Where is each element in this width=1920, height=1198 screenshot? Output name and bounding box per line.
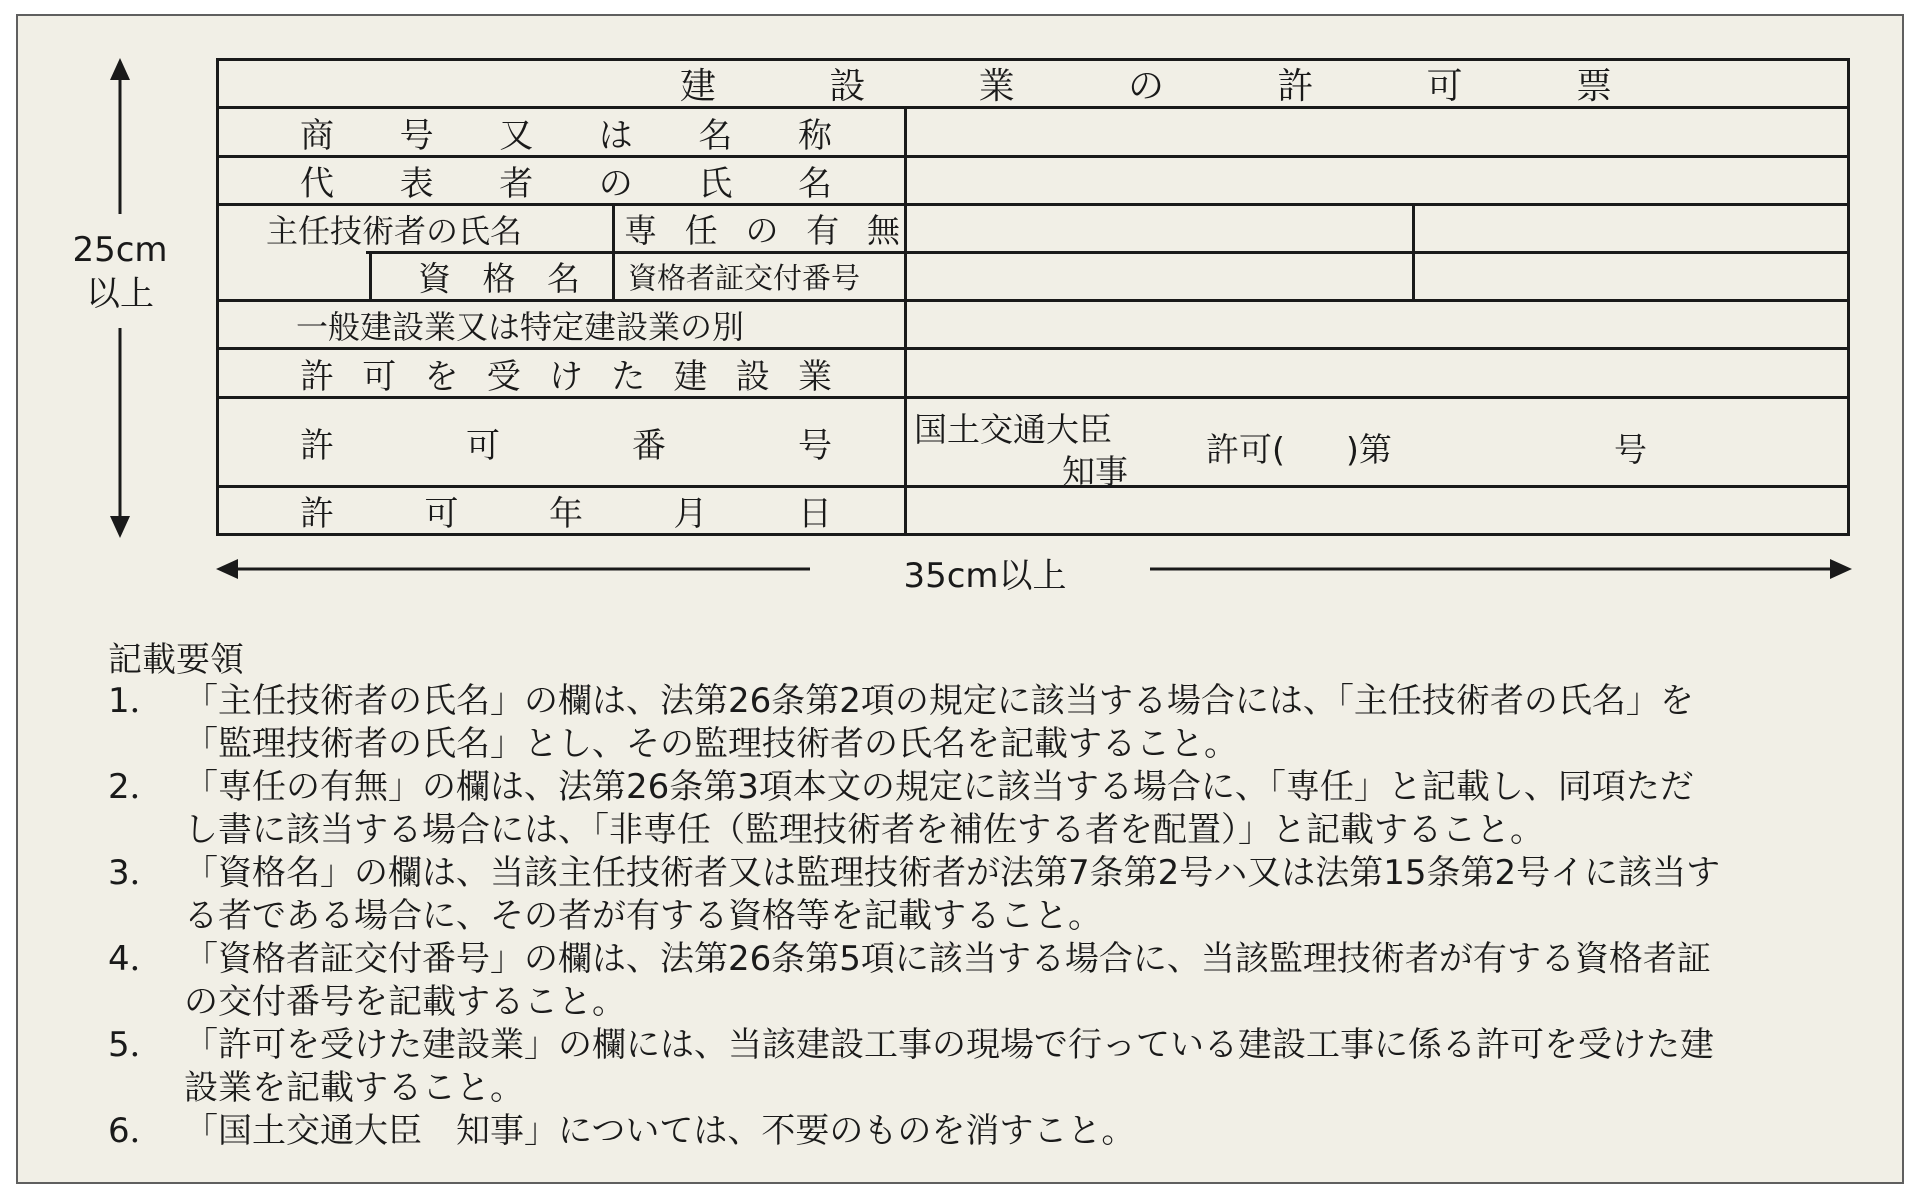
note-number	[108, 809, 184, 852]
label-char: 無	[867, 211, 900, 250]
note-number: 2．	[108, 767, 164, 807]
label-char: 専	[624, 211, 657, 250]
label-char: 名	[698, 115, 733, 156]
label-char: 票	[1575, 66, 1612, 107]
permit-sign-table	[216, 58, 1850, 536]
label-char: 商	[300, 115, 334, 156]
label-general-or-specific: 一般建設業又は特定建設業の別	[296, 307, 745, 346]
label-char: の	[598, 164, 633, 204]
label-cert-number: 資格者証交付番号	[628, 261, 861, 295]
label-char: 格	[482, 259, 516, 298]
notes-heading: 記載要領	[108, 640, 244, 680]
label-char: 氏	[698, 164, 733, 204]
note-text: 「専任の有無」の欄は、法第26条第3項本文の規定に該当する場合に、「専任」と記載し、同項ただ	[184, 767, 1694, 807]
label-char: 番	[632, 425, 666, 466]
note-text: 設業を記載すること。	[184, 1068, 524, 1108]
label-char: 可	[1426, 66, 1463, 107]
width-label: 35cm以上	[903, 556, 1067, 596]
governor-text: 知事	[1062, 452, 1128, 491]
label-char: 許	[300, 425, 334, 466]
label-char: 可	[362, 356, 397, 397]
label-full-time	[620, 206, 904, 251]
label-char: 可	[424, 494, 459, 534]
label-char: 業	[798, 356, 832, 397]
label-char: 年	[549, 494, 583, 534]
note-text: 「主任技術者の氏名」の欄は、法第26条第2項の規定に該当する場合には、「主任技術者の氏名」を	[184, 681, 1694, 721]
note-number: 3．	[108, 853, 164, 893]
label-char: け	[549, 356, 583, 397]
note-line	[108, 938, 1824, 981]
label-char: 日	[798, 494, 832, 534]
label-char: は	[598, 115, 633, 156]
note-line	[108, 680, 1824, 723]
label-char: 又	[499, 115, 534, 156]
label-qualification	[414, 254, 584, 299]
notes-list	[108, 680, 1824, 1153]
label-char: 資	[418, 259, 451, 298]
label-char: 設	[735, 356, 770, 397]
note-line	[108, 1067, 1824, 1110]
label-char: 名	[797, 164, 832, 204]
label-char: 月	[673, 494, 708, 534]
label-char: 代	[300, 164, 334, 204]
permit-prefix-text: 許可(	[1206, 430, 1285, 469]
note-line	[108, 1110, 1824, 1153]
label-char: を	[424, 356, 459, 397]
label-char: 業	[978, 66, 1015, 107]
note-number: 1．	[108, 681, 164, 721]
height-label	[50, 228, 190, 316]
permit-mid-text: )第	[1346, 430, 1392, 469]
note-line	[108, 981, 1824, 1024]
label-char: 建	[673, 356, 708, 397]
label-char: 任	[684, 211, 718, 250]
label-trade-name	[296, 109, 836, 155]
label-char: 有	[806, 211, 840, 250]
label-char: 許	[1277, 66, 1314, 107]
note-text: 「監理技術者の氏名」とし、その監理技術者の氏名を記載すること。	[184, 724, 1238, 764]
label-char: 許	[300, 494, 334, 534]
note-text: 「国土交通大臣 知事」については、不要のものを消すこと。	[184, 1111, 1136, 1151]
note-number: 6．	[108, 1111, 164, 1151]
label-char: の	[1127, 66, 1164, 107]
label-char: 設	[829, 66, 866, 107]
note-number	[108, 895, 184, 938]
label-char: た	[611, 356, 646, 397]
note-text: 「資格名」の欄は、当該主任技術者又は監理技術者が法第7条第2号ハ又は法第15条第2号イに該当す	[184, 853, 1721, 893]
label-char: 名	[547, 259, 580, 298]
label-permit-date	[296, 488, 836, 533]
label-permitted-business	[296, 350, 836, 396]
note-text: る者である場合に、その者が有する資格等を記載すること。	[184, 896, 1102, 936]
note-line	[108, 1024, 1824, 1067]
note-number: 4．	[108, 939, 164, 979]
sign-title	[676, 61, 1616, 106]
permit-suffix-text: 号	[1614, 430, 1647, 469]
note-number	[108, 1067, 184, 1110]
label-char: 号	[399, 115, 434, 156]
label-chief-engineer: 主任技術者の氏名	[266, 211, 523, 250]
height-value: 25cm	[72, 230, 168, 270]
note-line	[108, 809, 1824, 852]
label-char: 者	[499, 164, 534, 204]
label-representative	[296, 158, 836, 203]
label-char: 称	[797, 115, 832, 156]
label-permit-number	[296, 399, 836, 485]
note-number	[108, 723, 184, 766]
label-char: 許	[300, 356, 334, 397]
label-char: 受	[486, 356, 521, 397]
label-char: 号	[798, 425, 832, 466]
note-text: し書に該当する場合には、「非専任（監理技術者を補佐する者を配置）」と記載すること。	[184, 810, 1544, 850]
note-text: 「資格者証交付番号」の欄は、法第26条第5項に該当する場合に、当該監理技術者が有する資格者証	[184, 939, 1711, 979]
minister-text: 国土交通大臣	[914, 410, 1112, 449]
label-char: 表	[399, 164, 434, 204]
note-number: 5．	[108, 1025, 164, 1065]
label-char: 建	[680, 66, 717, 107]
note-text: の交付番号を記載すること。	[184, 982, 626, 1022]
height-suffix: 以上	[86, 274, 154, 314]
label-char: 可	[466, 425, 500, 466]
note-line	[108, 723, 1824, 766]
note-number	[108, 981, 184, 1024]
note-text: 「許可を受けた建設業」の欄には、当該建設工事の現場で行っている建設工事に係る許可を受けた建	[184, 1025, 1714, 1065]
note-line	[108, 895, 1824, 938]
note-line	[108, 852, 1824, 895]
note-line	[108, 766, 1824, 809]
label-char: の	[745, 211, 779, 250]
